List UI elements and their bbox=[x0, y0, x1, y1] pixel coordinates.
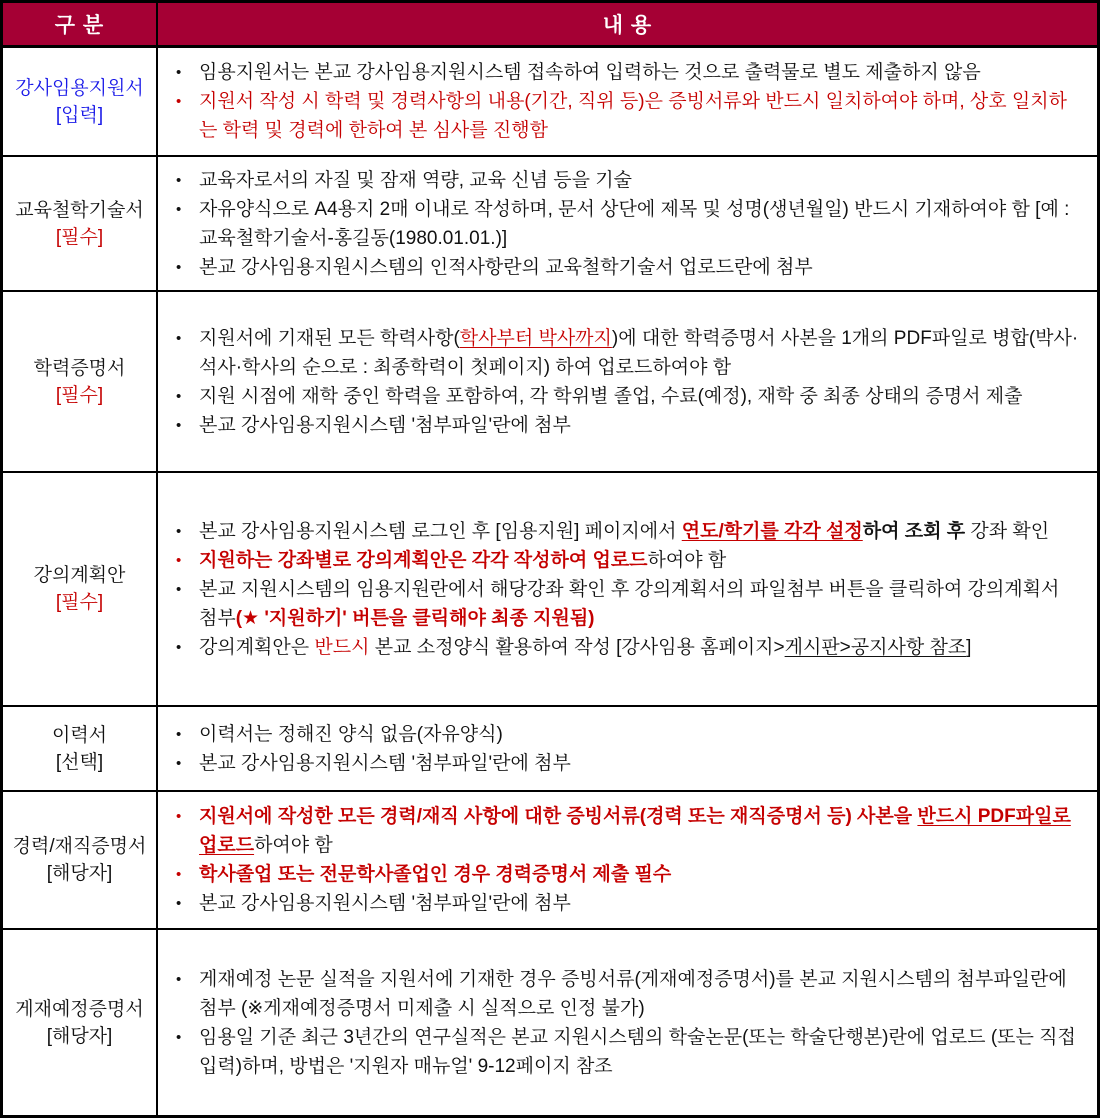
bullet-item bbox=[166, 253, 1081, 282]
content-cell bbox=[158, 792, 1097, 928]
bullet-item bbox=[166, 965, 1081, 1023]
content-cell bbox=[158, 707, 1097, 790]
table-row bbox=[3, 707, 1097, 792]
bullet-marker: • bbox=[176, 387, 182, 405]
category-name: 교육철학기술서 bbox=[15, 199, 144, 221]
bullet-item bbox=[166, 633, 1081, 662]
text-segment: 본교 강사임용지원시스템 '첨부파일'란에 첨부 bbox=[199, 752, 571, 774]
bullet-marker: • bbox=[176, 171, 182, 189]
text-segment: ] bbox=[966, 636, 972, 658]
bullet-marker: • bbox=[176, 638, 182, 656]
category-tag: [필수] bbox=[55, 592, 104, 613]
bullet-marker: • bbox=[176, 580, 182, 598]
category-name: 강의계획안 bbox=[33, 565, 126, 586]
category-cell bbox=[3, 292, 158, 471]
header-cell-category: 구 분 bbox=[3, 3, 158, 45]
bullet-item bbox=[166, 58, 1081, 87]
bullet-item bbox=[166, 382, 1081, 411]
bullet-marker: • bbox=[176, 1028, 182, 1046]
bullet-item bbox=[166, 195, 1081, 253]
content-cell bbox=[158, 292, 1097, 471]
text-segment: 자유양식으로 A4용지 2매 이내로 작성하며, 문서 상단에 제목 및 성명(생년월일) 반드시 기재하여야 함 [예 : 교육철학기술서-홍길동(1980.01.01.)] bbox=[199, 198, 1070, 249]
text-segment: 반드시 PDF파일로 업로드 bbox=[199, 806, 1071, 856]
text-segment: 본교 강사임용지원시스템 '첨부파일'란에 첨부 bbox=[199, 893, 571, 914]
text-segment: 임용일 기준 최근 3년간의 연구실적은 본교 지원시스템의 학술논문(또는 학술단행본)란에 업로드 (또는 직접 입력)하며, 방법은 '지원자 매뉴얼' 9-12페이지 참조 bbox=[199, 1026, 1076, 1077]
category-tag: [입력] bbox=[55, 104, 104, 126]
bullet-marker: • bbox=[176, 725, 182, 743]
text-segment: (★ '지원하기' 버튼을 클릭해야 최종 지원됨) bbox=[235, 607, 595, 629]
bullet-marker: • bbox=[176, 200, 182, 218]
header-cell-content: 내 용 bbox=[602, 14, 653, 37]
bullet-item bbox=[166, 889, 1081, 918]
table-row bbox=[3, 792, 1097, 930]
text-segment: 본교 지원시스템의 임용지원란에서 해당강좌 확인 후 강의계획서의 파일첨부 버튼을 클릭하여 강의계획서 첨부 bbox=[199, 578, 1060, 629]
bullet-marker: • bbox=[176, 64, 182, 81]
text-segment: 이력서는 정해진 양식 없음(자유양식) bbox=[199, 723, 503, 745]
category-cell bbox=[3, 707, 158, 790]
text-segment: 학사부터 박사까지 bbox=[459, 327, 612, 349]
category-tag: [해당자] bbox=[46, 1025, 113, 1047]
bullet-marker: • bbox=[176, 754, 182, 772]
bullet-marker: • bbox=[176, 258, 182, 276]
content-cell bbox=[158, 157, 1097, 290]
bullet-item bbox=[166, 575, 1081, 633]
bullet-marker: • bbox=[176, 329, 182, 347]
category-tag: [선택] bbox=[55, 751, 104, 773]
text-segment: 지원서에 기재된 모든 학력사항( bbox=[199, 327, 460, 349]
content-cell bbox=[158, 930, 1097, 1115]
bullet-item bbox=[166, 87, 1081, 145]
category-name: 학력증명서 bbox=[33, 357, 126, 379]
bullet-marker: • bbox=[176, 416, 182, 434]
category-tag: [해당자] bbox=[46, 863, 113, 884]
text-segment: 본교 강사임용지원시스템 '첨부파일'란에 첨부 bbox=[199, 414, 571, 436]
bullet-item bbox=[166, 802, 1081, 860]
bullet-marker: • bbox=[176, 93, 182, 110]
category-cell bbox=[3, 930, 158, 1115]
text-segment: 임용지원서는 본교 강사임용지원시스템 접속하여 입력하는 것으로 출력물로 별도 제출하지 않음 bbox=[199, 62, 981, 83]
bullet-item bbox=[166, 166, 1081, 195]
bullet-item bbox=[166, 546, 1081, 575]
text-segment: 하여야 함 bbox=[254, 835, 333, 856]
bullet-item bbox=[166, 1023, 1081, 1081]
text-segment: 하여 조회 후 bbox=[862, 520, 966, 542]
bullet-marker: • bbox=[176, 866, 182, 883]
text-segment: 본교 강사임용지원시스템의 인적사항란의 교육철학기술서 업로드란에 첨부 bbox=[199, 256, 813, 278]
text-segment: 연도/학기를 각각 설정 bbox=[681, 520, 863, 542]
table-row bbox=[3, 48, 1097, 157]
text-segment: 지원서 작성 시 학력 및 경력사항의 내용(기간, 직위 등)은 증빙서류와 반드시 일치하여야 하며, 상호 일치하는 학력 및 경력에 한하여 본 심사를 진행함 bbox=[199, 91, 1067, 141]
category-name: 게재예정증명서 bbox=[15, 998, 144, 1020]
bullet-item bbox=[166, 720, 1081, 749]
content-cell bbox=[158, 48, 1097, 155]
bullet-marker: • bbox=[176, 970, 182, 988]
bullet-item bbox=[166, 517, 1081, 546]
text-segment: 학사졸업 또는 전문학사졸업인 경우 경력증명서 제출 필수 bbox=[199, 864, 672, 885]
text-segment: 하여야 함 bbox=[647, 549, 727, 571]
text-segment: 게시판>공지사항 참조 bbox=[784, 636, 967, 658]
bullet-item bbox=[166, 411, 1081, 440]
category-name: 경력/재직증명서 bbox=[12, 836, 147, 857]
text-segment: 게재예정 논문 실적을 지원서에 기재한 경우 증빙서류(게재예정증명서)를 본교 지원시스템의 첨부파일란에 첨부 (※게재예정증명서 미제출 시 실적으로 인정 불가) bbox=[199, 968, 1067, 1019]
bullet-marker: • bbox=[176, 808, 182, 825]
bullet-marker: • bbox=[176, 551, 182, 569]
text-segment: 강좌 확인 bbox=[965, 520, 1050, 542]
category-cell bbox=[3, 157, 158, 290]
text-segment: 지원서에 작성한 모든 경력/재직 사항에 대한 증빙서류(경력 또는 재직증명서 등) 사본을 bbox=[199, 806, 918, 827]
category-tag: [필수] bbox=[55, 384, 104, 406]
text-segment: )에 대한 학력증명서 사본을 1개의 PDF파일로 병합(박사·석사·학사의 순으로 : 최종학력이 첫페이지) 하여 업로드하여야 함 bbox=[199, 327, 1079, 378]
table-row bbox=[3, 473, 1097, 707]
bullet-item bbox=[166, 860, 1081, 889]
bullet-item bbox=[166, 749, 1081, 778]
table-row bbox=[3, 157, 1097, 292]
table-row bbox=[3, 930, 1097, 1115]
category-name: 이력서 bbox=[51, 724, 108, 746]
category-name: 강사임용지원서 bbox=[15, 77, 144, 99]
text-segment: 교육자로서의 자질 및 잠재 역량, 교육 신념 등을 기술 bbox=[199, 169, 632, 191]
content-cell bbox=[158, 473, 1097, 705]
text-segment: 본교 소정양식 활용하여 작성 [강사임용 홈페이지> bbox=[369, 636, 785, 658]
category-tag: [필수] bbox=[55, 226, 104, 248]
text-segment: 반드시 bbox=[314, 636, 370, 658]
text-segment: 지원 시점에 재학 중인 학력을 포함하여, 각 학위별 졸업, 수료(예정), 재학 중 최종 상태의 증명서 제출 bbox=[199, 385, 1023, 407]
table-header-row bbox=[3, 3, 1097, 48]
table-row bbox=[3, 292, 1097, 473]
category-cell bbox=[3, 473, 158, 705]
category-cell bbox=[3, 48, 158, 155]
category-cell bbox=[3, 792, 158, 928]
text-segment: 지원하는 강좌별로 강의계획안은 각각 작성하여 업로드 bbox=[199, 549, 648, 571]
bullet-item bbox=[166, 324, 1081, 382]
text-segment: 강의계획안은 bbox=[199, 636, 315, 658]
bullet-marker: • bbox=[176, 522, 182, 540]
text-segment: 본교 강사임용지원시스템 로그인 후 [임용지원] 페이지에서 bbox=[199, 520, 682, 542]
table-body bbox=[3, 48, 1097, 1115]
bullet-marker: • bbox=[176, 895, 182, 912]
